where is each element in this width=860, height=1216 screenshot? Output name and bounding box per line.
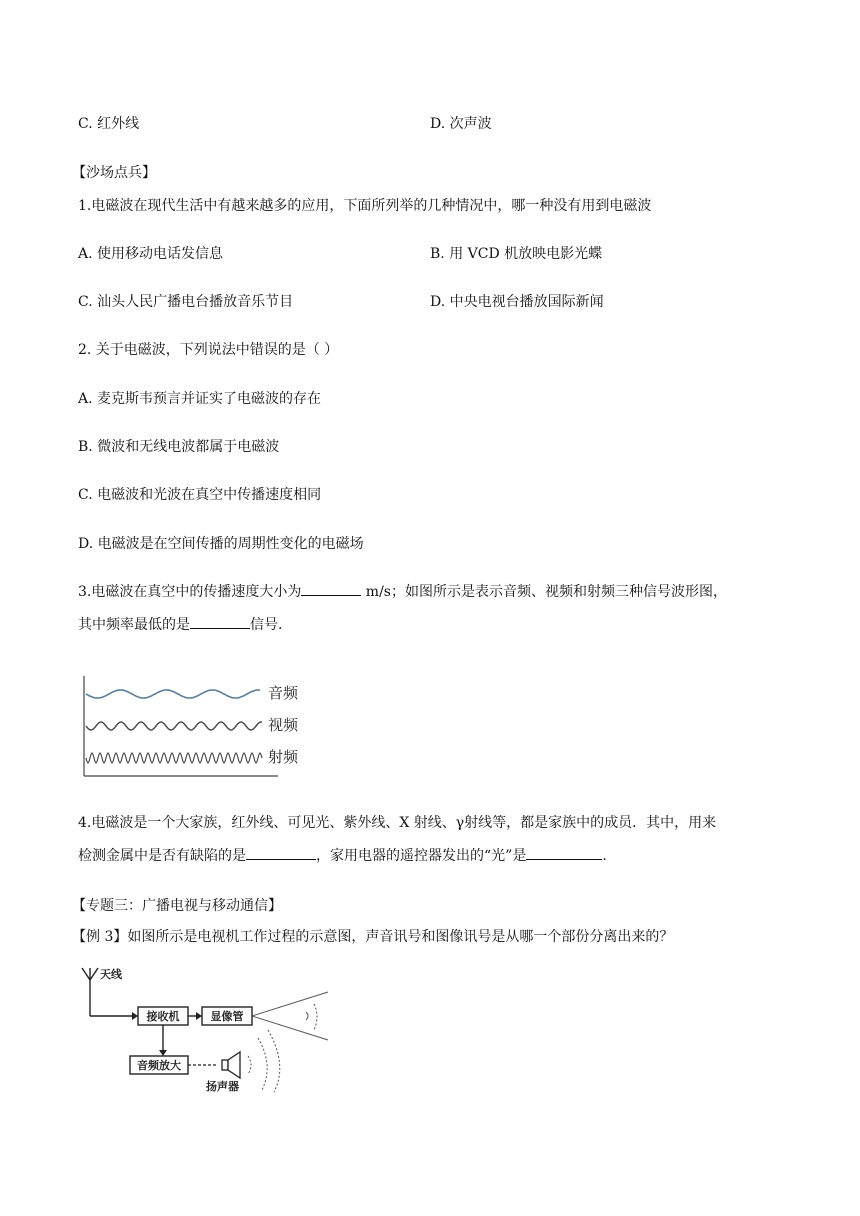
question-4-text-b: ，家用电器的遥控器发出的“光”是 [316,848,527,864]
question-4-line-2 [78,845,607,865]
question-3-text-b: m/s；如图所示是表示音频、视频和射频三种信号波形图， [361,584,727,600]
arrow-icon [159,1050,167,1056]
receiver-label: 接收机 [146,1010,180,1023]
antenna-label: 天线 [100,968,122,981]
example-3-stem: 【例 3】如图所示是电视机工作过程的示意图，声音讯号和图像讯号是从哪一个部份分离出来的？ [72,929,674,945]
label-video: 视频 [268,716,299,734]
audio-wave [86,690,260,698]
label-radio: 射频 [268,748,299,766]
screen-beam-icon [252,992,328,1040]
audio-amp-label: 音频放大 [137,1059,181,1072]
question-3-line-1 [78,581,727,601]
label-audio: 音频 [268,684,299,702]
question-4-text-c: . [602,848,607,864]
speaker-label: 扬声器 [206,1080,239,1093]
question-2-option-d: D. 电磁波是在空间传播的周期性变化的电磁场 [78,536,364,552]
waveform-figure [78,672,318,780]
question-1-option-c: C. 汕头人民广播电台播放音乐节目 [78,294,294,310]
question-2-stem: 2. 关于电磁波，下列说法中错误的是（ ） [78,342,339,358]
answer-blank[interactable] [190,614,250,629]
answer-blank[interactable] [301,581,361,596]
sound-wave-icon [248,1030,280,1092]
speaker-icon [222,1052,240,1078]
question-1-option-d: D. 中央电视台播放国际新闻 [430,294,604,310]
question-3-text-a: 3.电磁波在真空中的传播速度大小为 [78,584,302,600]
question-1-option-a: A. 使用移动电话发信息 [78,246,224,262]
question-2-option-a: A. 麦克斯韦预言并证实了电磁波的存在 [78,391,322,407]
question-3-text-c: 其中频率最低的是 [78,617,190,633]
picture-tube-label: 显像管 [210,1010,244,1023]
question-1-option-b: B. 用 VCD 机放映电影光蝶 [430,246,603,262]
video-wave [86,722,262,730]
answer-blank[interactable] [526,845,602,860]
arrow-icon [196,1012,202,1020]
question-3-line-2 [78,614,282,634]
section-heading-topic-3: 【专题三：广播电视与移动通信】 [72,898,282,914]
section-heading-practice: 【沙场点兵】 [72,165,156,181]
arrow-icon [132,1012,138,1020]
question-2-option-c: C. 电磁波和光波在真空中传播速度相同 [78,487,322,503]
option-c: C. 红外线 [78,116,140,132]
question-1-stem: 1.电磁波在现代生活中有越来越多的应用，下面所列举的几种情况中，哪一种没有用到电磁波 [78,198,652,214]
question-2-option-b: B. 微波和无线电波都属于电磁波 [78,439,280,455]
tv-process-diagram [78,964,348,1094]
radio-wave [86,753,262,763]
antenna-icon [82,968,98,1016]
question-4-line-1: 4.电磁波是一个大家族，红外线、可见光、紫外线、X 射线、γ射线等，都是家族中的成员．其中，用来 [78,815,717,831]
option-d: D. 次声波 [430,116,492,132]
question-3-text-d: 信号. [250,617,283,633]
answer-blank[interactable] [246,845,316,860]
question-4-text-a: 检测金属中是否有缺陷的是 [78,848,246,864]
